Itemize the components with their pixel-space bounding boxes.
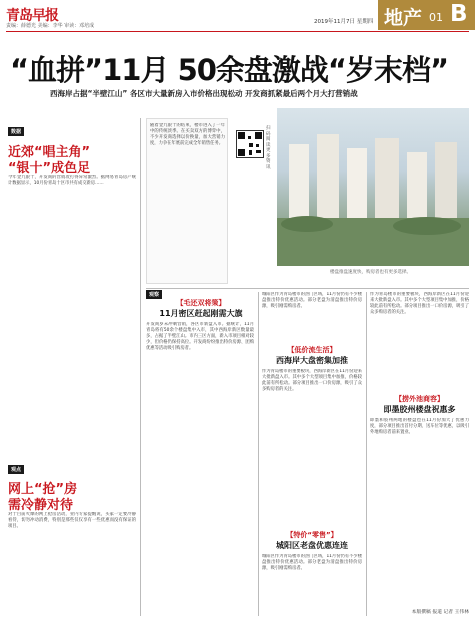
article6-title: 即墨胶州楼盘祝惠多 xyxy=(383,405,456,414)
page-number: 01 xyxy=(429,11,443,24)
qr-code[interactable] xyxy=(236,130,264,158)
column-divider-left xyxy=(140,118,141,616)
header-rule xyxy=(6,31,469,32)
quote-box xyxy=(146,118,228,284)
sub-headline: 西海岸占据“半壁江山” 各区市大量新房入市价格出现松动 开发商抓紧最后两个月大打营销战 xyxy=(50,89,358,98)
column-divider-right xyxy=(366,292,367,616)
article4-intro: 城阳区作为青岛楼市的热门区域，11月份仍有不少楼盘推出特价优惠活动。部分老盘为清盘推出特价房源，吸引刚需购房者。 xyxy=(262,292,362,310)
article3-title: 11月密区赶起刚需大旗 xyxy=(159,309,243,318)
article3-body: 开发商岁末冲刺营销，各区市新盘入市。据统计，11月青岛将有50余个楼盘集中入市，其中西海岸新区数量最多，占据了半壁江山。市内三区方面，新入市项目相对较少，但价格仍保持高位。开发商纷纷推出特价房源、团购优惠等活动吸引购房者。 xyxy=(146,322,254,352)
article6-intro: 作为青岛楼市的重要板块，西海岸新区在11月份迎来大批新盘入市。其中多个大型项目集中加推，价格较此前有所松动。部分项目推出一口价房源，吸引了众多购房者的关注。 xyxy=(370,292,469,316)
article5-kicker: 【特价“零售”】 xyxy=(286,531,338,539)
article1-title-line1: 近郊“唱主角” xyxy=(8,145,91,160)
property-photo xyxy=(277,108,469,266)
photo-caption: 楼盘推盘速度快，购房者也有更多选择。 xyxy=(330,270,411,275)
article4-body: 作为青岛楼市的重要板块，西海岸新区在11月份迎来大批新盘入市。其中多个大型项目集中加推，价格较此前有所松动。部分项目推出一口价房源，吸引了众多购房者的关注。 xyxy=(262,369,362,393)
viewpoint-tag: 观点 xyxy=(8,465,24,474)
article5-body: 城阳区作为青岛楼市的热门区域，11月份仍有不少楼盘推出特价优惠活动。部分老盘为清盘推出特价房源，吸引刚需购房者。 xyxy=(262,554,362,572)
article2-title-line2: 需冷静对待 xyxy=(8,498,74,513)
qr-caption: 扫码阅读更多资讯 xyxy=(266,126,271,170)
article6-kicker: 【捞外池商容】 xyxy=(395,395,444,403)
article4-title: 西海岸大盘密集加推 xyxy=(276,356,348,365)
editors-line: 责编：薛德光 美编：李华 审读：邓培成 xyxy=(6,23,95,29)
paper-logo: 青岛早报 xyxy=(6,8,58,24)
issue-date: 2019年11月7日 星期四 xyxy=(314,19,374,25)
byline: 本版撰稿 报道 记者 王伟林 xyxy=(411,610,469,615)
article4-kicker: 【低价流生活】 xyxy=(287,346,337,354)
page-letter: B xyxy=(450,1,468,27)
main-headline: “血拼”11月 50余盘激战“岁末档” xyxy=(10,53,449,87)
article2-body: 对于目前火爆的网上抢房活动，业内专家提醒说，买家一定要冷静看待，切勿冲动消费，特别是那些仅仅享有一些优惠而没有保证的项目。 xyxy=(8,512,136,530)
article6-body: 即墨和胶州两地的楼盘也在11月份加大了优惠力度，部分项目推出首付分期、送车位等优惠，以吸引外地购房者前来置业。 xyxy=(370,418,469,436)
observe-tag: 观察 xyxy=(146,290,162,299)
article1-title-line2: “银十”成色足 xyxy=(8,161,91,176)
data-column-tag: 数据 xyxy=(8,127,24,136)
article2-title-line1: 网上“抢”房 xyxy=(8,482,78,497)
quote-body: 随着金九银十的结束，楼市进入了一年中的传统淡季。在买卖双方的博弈中，不少开发商选择以价换量，加大营销力度，力争在年底前完成全年销售任务。 xyxy=(150,123,225,147)
article5-title: 城阳区老盘优惠连连 xyxy=(276,541,348,550)
section-banner xyxy=(378,0,475,30)
section-title: 地产 xyxy=(384,7,423,29)
column-divider-mid xyxy=(258,292,259,616)
article1-body: 今年金九银十，开发商的营销攻打得异常激烈。据网易青岛房产统计数据显示，10月份青岛十区市共有成交新房…… xyxy=(8,175,136,187)
mid-divider xyxy=(146,288,469,289)
article3-kicker: 【毛还双将策】 xyxy=(176,299,226,307)
masthead xyxy=(0,0,475,32)
